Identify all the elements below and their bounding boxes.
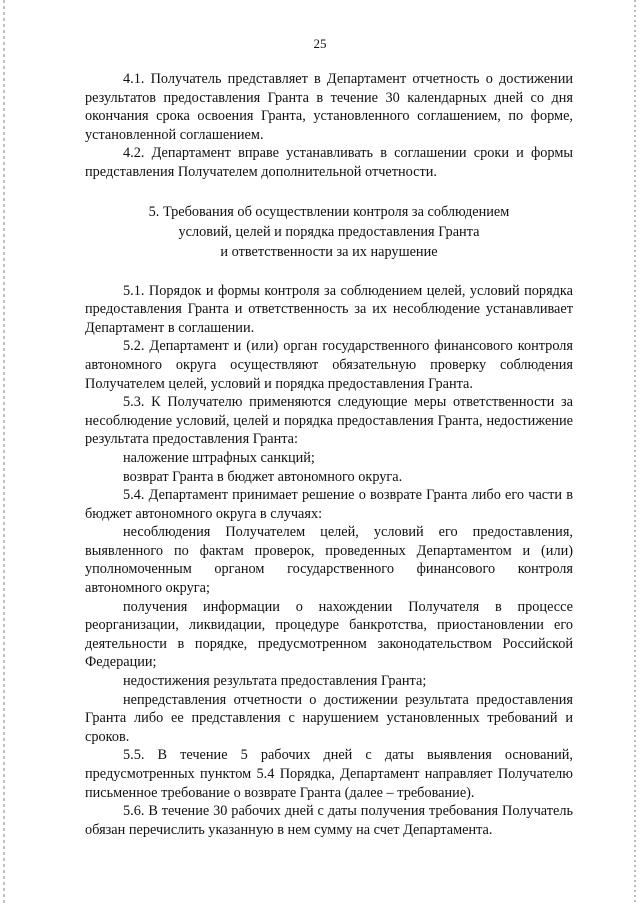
scan-edge-right — [634, 0, 636, 905]
paragraph-4-2: 4.2. Департамент вправе устанавливать в соглашении сроки и формы представления Получателем дополнительной отчетности. — [85, 145, 573, 180]
paragraph-5-3: 5.3. К Получателю применяются следующие меры ответственности за несоблюдение условий, целей и порядка предоставления Гранта, недостижение результата предоставления Гранта: — [85, 394, 573, 448]
list-item: возврат Гранта в бюджет автономного округа. — [123, 468, 403, 485]
list-item: несоблюдения Получателем целей, условий его предоставления, выявленного по фактам проверок, проведенных Департаментом и (или) уполномоченным органом государственного финансового контроля автономного округа; — [85, 524, 573, 597]
list-item: получения информации о нахождении Получателя в процессе реорганизации, ликвидации, процедуре банкротства, приостановлении его деятельности в порядке, предусмотренном законодательством Российской Федерации; — [85, 598, 573, 671]
paragraph-5-2: 5.2. Департамент и (или) орган государственного финансового контроля автономного округа осуществляют обязательную проверку соблюдения Получателем целей, условий и порядка предоставления Гранта. — [85, 338, 573, 392]
section-5-heading — [85, 202, 573, 262]
list-item: непредставления отчетности о достижении результата предоставления Гранта либо ее представления с нарушением установленных требований и сроков. — [85, 691, 573, 745]
paragraph-4-1: 4.1. Получатель представляет в Департамент отчетность о достижении результатов предоставления Гранта в течение 30 календарных дней со дня окончания срока освоения Гранта, установленного соглашением, по форме, установленной соглашением. — [85, 71, 573, 143]
section-heading-line: 5. Требования об осуществлении контроля за соблюдением — [148, 203, 510, 220]
document-body — [85, 70, 573, 839]
paragraph-5-6: 5.6. В течение 30 рабочих дней с даты получения требования Получатель обязан перечислить указанную в нем сумму на счет Департамента. — [85, 803, 573, 838]
section-heading-line: условий, целей и порядка предоставления Гранта — [178, 223, 480, 240]
paragraph-5-5: 5.5. В течение 5 рабочих дней с даты выявления оснований, предусмотренных пунктом 5.4 Порядка, Департамент направляет Получателю письменное требование о возврате Гранта (далее – требование). — [85, 747, 573, 801]
paragraph-5-1: 5.1. Порядок и формы контроля за соблюдением целей, условий порядка предоставления Гранта и ответственность за их несоблюдение устанавливает Департамент в соглашении. — [85, 282, 573, 336]
list-item: наложение штрафных санкций; — [123, 449, 315, 466]
paragraph-5-4: 5.4. Департамент принимает решение о возврате Гранта либо его части в бюджет автономного округа в случаях: — [85, 487, 573, 522]
section-heading-line: и ответственности за их нарушение — [220, 243, 438, 260]
list-item: недостижения результата предоставления Гранта; — [123, 673, 427, 690]
scan-edge-left — [3, 0, 5, 905]
page-number: 25 — [313, 36, 327, 51]
